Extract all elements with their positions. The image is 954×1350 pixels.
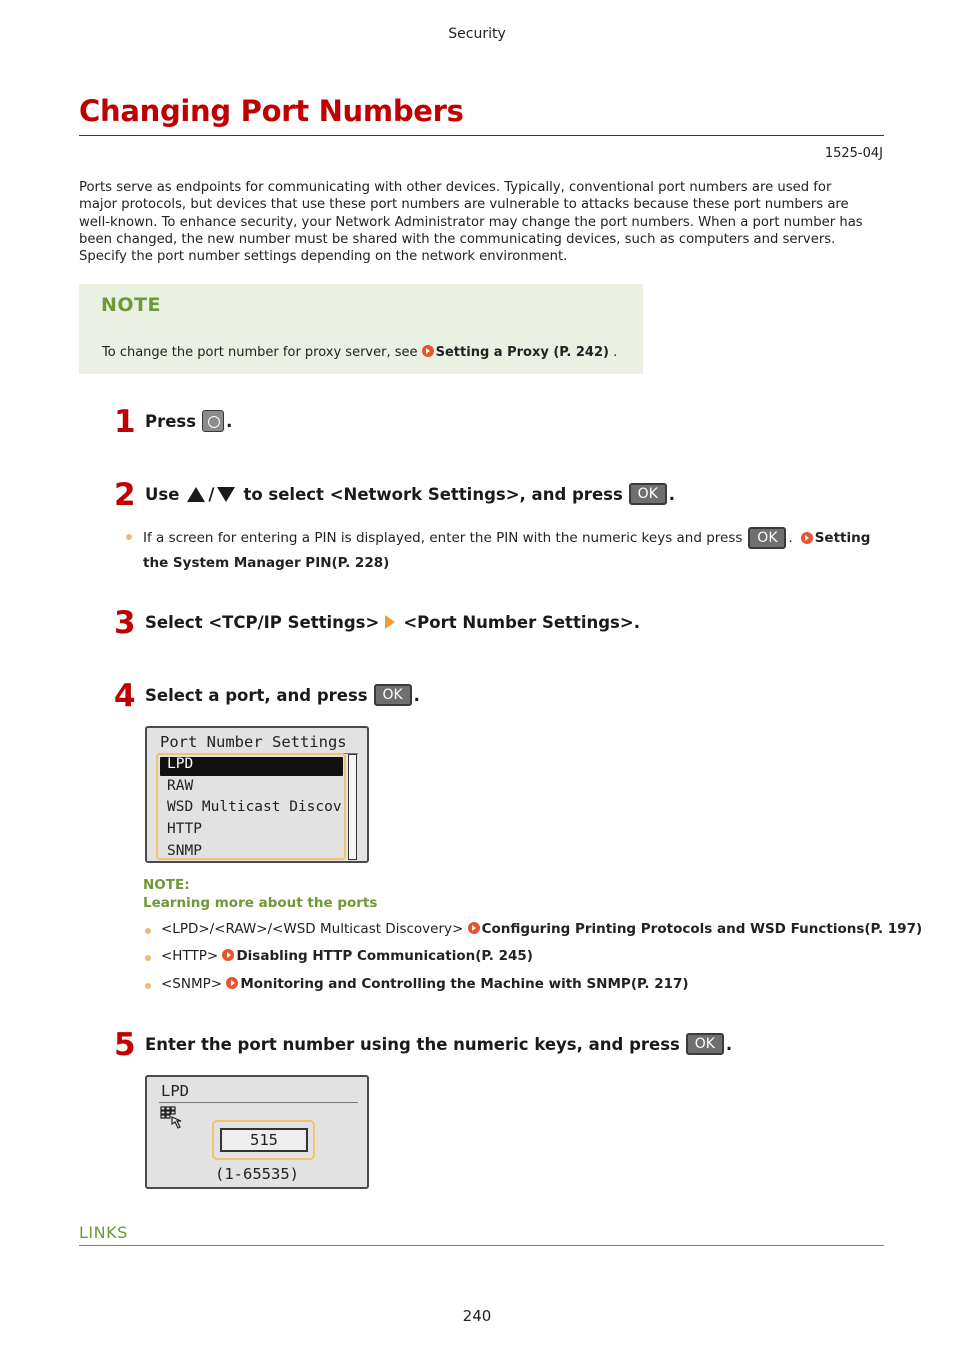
- note-title: NOTE: [101, 294, 161, 316]
- bullet-icon: [126, 534, 132, 540]
- ok-key-icon: OK: [686, 1033, 724, 1055]
- step-number-5: 5: [114, 1027, 136, 1063]
- snmp-link[interactable]: Monitoring and Controlling the Machine with SNMP(P. 217): [240, 976, 689, 992]
- lcd-port-entry: [145, 1075, 369, 1189]
- menu-arrow-icon: [385, 615, 395, 629]
- intro-line: Specify the port number settings depending on the network environment.: [79, 249, 568, 265]
- lcd-item-http[interactable]: HTTP: [167, 821, 202, 837]
- note-text: [102, 345, 617, 360]
- step-number-2: 2: [114, 477, 136, 513]
- bullet-icon: [145, 928, 151, 934]
- note-body: To change the port number for proxy server, see: [102, 345, 422, 360]
- title-rule: [79, 135, 884, 136]
- step-5-text: [145, 1032, 732, 1056]
- step-5-label: Enter the port number using the numeric keys, and press: [145, 1034, 680, 1054]
- numeric-keypad-icon: [159, 1105, 187, 1131]
- disabling-http-link[interactable]: Disabling HTTP Communication(P. 245): [236, 948, 533, 964]
- step-3-text: [145, 610, 640, 634]
- step-2-end: .: [668, 484, 676, 504]
- page-title: Changing Port Numbers: [79, 94, 464, 128]
- port-bullet-text: <HTTP>: [161, 948, 223, 964]
- intro-line: well-known. To enhance security, your Network Administrator may change the port numbers. When a port number has: [79, 214, 863, 230]
- ok-key-icon: OK: [629, 483, 667, 505]
- link-arrow-icon: [422, 345, 434, 357]
- step-4-end: .: [413, 685, 420, 705]
- step-5-end: .: [725, 1034, 733, 1054]
- step-2-label: Use: [145, 484, 180, 504]
- page-number: 240: [462, 1307, 492, 1325]
- lcd-item-raw[interactable]: RAW: [167, 778, 194, 794]
- step-1-text: [145, 409, 232, 433]
- running-header: Security: [448, 26, 506, 42]
- step-2-slash: /: [208, 484, 215, 504]
- step-1-label: Press: [145, 411, 197, 431]
- links-title: LINKS: [79, 1223, 128, 1242]
- ok-key-icon: OK: [374, 684, 412, 706]
- port-bullet-2: [161, 948, 533, 964]
- step-2-middle: to select <Network Settings>, and press: [243, 484, 623, 504]
- document-id: 1525-04J: [824, 146, 883, 161]
- port-range: (1-65535): [215, 1165, 299, 1183]
- up-arrow-icon: [187, 487, 205, 502]
- pin-instruction: If a screen for entering a PIN is displayed, enter the PIN with the numeric keys and press: [143, 530, 743, 546]
- port-bullet-1: [161, 921, 922, 937]
- step-number-1: 1: [114, 404, 136, 440]
- proxy-link[interactable]: Setting a Proxy (P. 242): [435, 345, 609, 360]
- lcd-item-lpd[interactable]: LPD: [167, 756, 194, 772]
- lcd-title: Port Number Settings: [160, 733, 347, 751]
- lcd2-divider: [159, 1102, 358, 1103]
- link-arrow-icon: [226, 977, 238, 989]
- link-arrow-icon: [222, 949, 234, 961]
- step-number-3: 3: [114, 605, 136, 641]
- port-number-input[interactable]: 515: [220, 1128, 308, 1152]
- pin-dot: .: [788, 530, 793, 546]
- step-4-text: [145, 683, 420, 707]
- intro-line: major protocols, but devices that use these port numbers are vulnerable to attacks because these port numbers are: [79, 197, 849, 213]
- port-note-subtitle: Learning more about the ports: [143, 895, 378, 911]
- port-bullet-text: <LPD>/<RAW>/<WSD Multicast Discovery>: [161, 921, 468, 937]
- printing-protocols-link[interactable]: Configuring Printing Protocols and WSD Functions(P. 197): [481, 921, 923, 937]
- intro-paragraph: [79, 179, 891, 265]
- step-number-4: 4: [114, 678, 136, 714]
- intro-line: Ports serve as endpoints for communicating with other devices. Typically, conventional port numbers are used for: [79, 180, 832, 195]
- note-end: .: [608, 345, 618, 360]
- step-2-text: [145, 482, 675, 506]
- port-bullet-3: [161, 976, 689, 992]
- lcd-scrollbar[interactable]: [348, 754, 357, 860]
- lcd-port-number-settings: [145, 726, 369, 863]
- pin-link-continued[interactable]: the System Manager PIN(P. 228): [143, 555, 390, 571]
- lcd-item-snmp[interactable]: SNMP: [167, 843, 202, 859]
- port-note-title: NOTE:: [143, 877, 190, 893]
- ok-key-icon: OK: [748, 527, 786, 549]
- step-4-label: Select a port, and press: [145, 685, 368, 705]
- down-arrow-icon: [217, 487, 235, 502]
- step-3-after: <Port Number Settings>.: [403, 612, 640, 632]
- link-arrow-icon: [468, 922, 480, 934]
- links-rule: [79, 1245, 884, 1246]
- home-key-icon: [202, 410, 224, 432]
- link-arrow-icon: [801, 532, 813, 544]
- step-2-bullet: [143, 526, 870, 550]
- port-bullet-text: <SNMP>: [161, 976, 227, 992]
- note-box: [79, 284, 643, 374]
- step-3-label: Select <TCP/IP Settings>: [145, 612, 380, 632]
- bullet-icon: [145, 955, 151, 961]
- lcd2-title: LPD: [161, 1082, 189, 1100]
- bullet-icon: [145, 983, 151, 989]
- lcd-item-wsd[interactable]: WSD Multicast Discov: [167, 799, 342, 815]
- pin-link[interactable]: Setting: [814, 530, 871, 546]
- step-1-end: .: [226, 411, 233, 431]
- intro-line: been changed, the new number must be shared with the communicating devices, such as computers and servers.: [79, 231, 836, 247]
